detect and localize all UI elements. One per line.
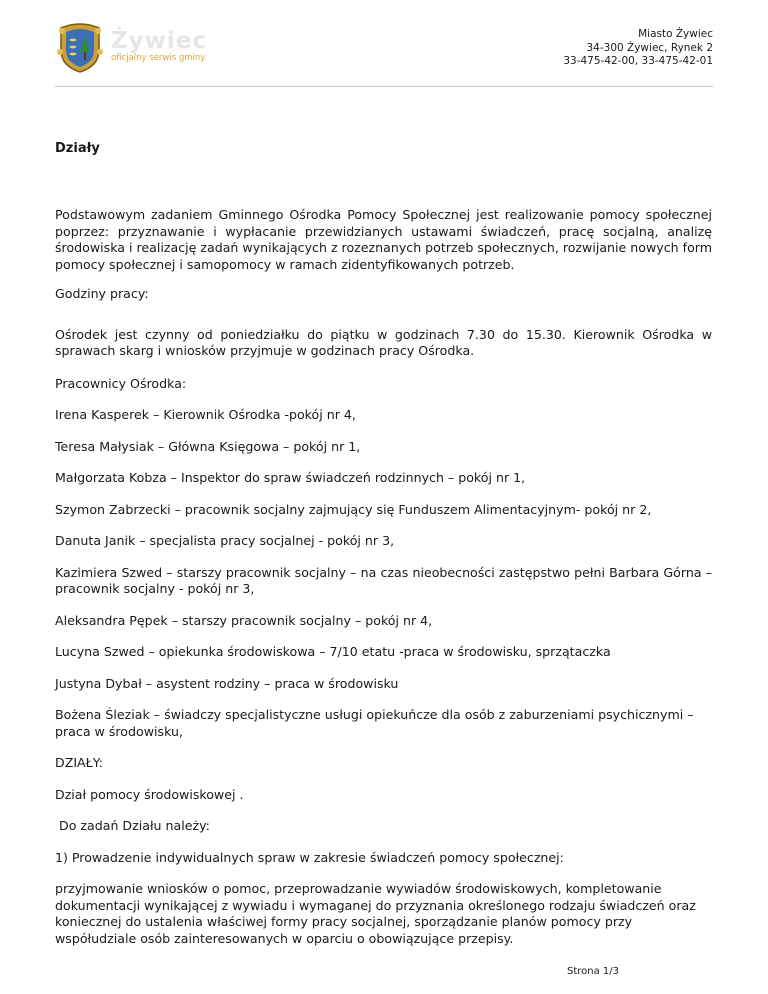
staff-item: Aleksandra Pępek – starszy pracownik socjalny – pokój nr 4, [55,612,433,628]
coat-of-arms-logo [55,22,105,74]
staff-item: Małgorzata Kobza – Inspektor do spraw świadczeń rodzinnych – pokój nr 1, [55,470,526,485]
staff-item: Teresa Małysiak – Główna Księgowa – pokój nr 1, [55,438,361,454]
contact-line: Miasto Żywiec [638,28,713,40]
document-body [55,207,712,947]
site-brand-subtitle: oficjalny serwis gminy [111,53,206,63]
staff-item: Irena Kasperek – Kierownik Ośrodka -pokój nr 4, [55,407,356,422]
department-heading: Dział pomocy środowiskowej . [55,786,244,802]
header-divider [55,86,713,87]
hours-paragraph: Ośrodek jest czynny od poniedziałku do piątku w godzinach 7.30 do 15.30. Kierownik Ośrodka w sprawach skarg i wniosków przyjmuje w godzinach pracy Ośrodka. [55,326,712,358]
task-description: przyjmowanie wniosków o pomoc, przeprowadzanie wywiadów środowiskowych, kompletowanie dokumentacji wynikającej z wywiadu i wymaganej do przyznania określonego rodzaju świadczeń oraz koniecznej do ustalenia właściwej formy pracy socjalnej, sporządzanie planów pomocy przy współudziale osób zainteresowanych w oparciu o obowiązujące przepisy. [55,881,696,946]
section-label: Pracownicy Ośrodka: [55,375,187,391]
section-label: Godziny pracy: [55,286,149,301]
contact-line: 34-300 Żywiec, Rynek 2 [586,41,713,54]
staff-item: Danuta Janik – specjalista pracy socjalnej - pokój nr 3, [55,533,395,548]
site-brand-title: Żywiec [111,28,208,54]
page-number: Strona 1/3 [567,966,620,977]
staff-item: Lucyna Szwed – opiekunka środowiskowa – 7/10 etatu -praca w środowisku, sprzątaczka [55,644,611,659]
section-label: Do zadań Działu należy: [55,818,210,833]
task-item: 1) Prowadzenie indywidualnych spraw w zakresie świadczeń pomocy społecznej: [55,849,564,865]
staff-item: Bożena Śleziak – świadczy specjalistyczne usługi opiekuńcze dla osób z zaburzeniami psychicznymi – praca w środowisku, [55,707,694,739]
staff-item: Szymon Zabrzecki – pracownik socjalny zajmujący się Funduszem Alimentacyjnym- pokój nr 2, [55,501,652,517]
intro-paragraph: Podstawowym zadaniem Gminnego Ośrodka Pomocy Społecznej jest realizowanie pomocy społecznej poprzez: przyznawanie i wypłacanie przewidzianych ustawami świadczeń, pracę socjalną, analizę środowiska i realizację zadań wynikających z rozeznanych potrzeb społecznych, rozwijanie nowych form pomocy społecznej i samopomocy w ramach zidentyfikowanych potrzeb. [55,207,712,272]
contact-line: 33-475-42-00, 33-475-42-01 [563,55,713,67]
staff-item: Justyna Dybał – asystent rodziny – praca w środowisku [55,675,399,691]
page-title: Działy [55,141,100,156]
staff-item: Kazimiera Szwed – starszy pracownik socjalny – na czas nieobecności zastępstwo pełni Barbara Górna – pracownik socjalny - pokój nr 3, [55,564,712,596]
page-header [0,0,768,90]
contact-block [563,28,713,69]
section-label: DZIAŁY: [55,755,103,770]
